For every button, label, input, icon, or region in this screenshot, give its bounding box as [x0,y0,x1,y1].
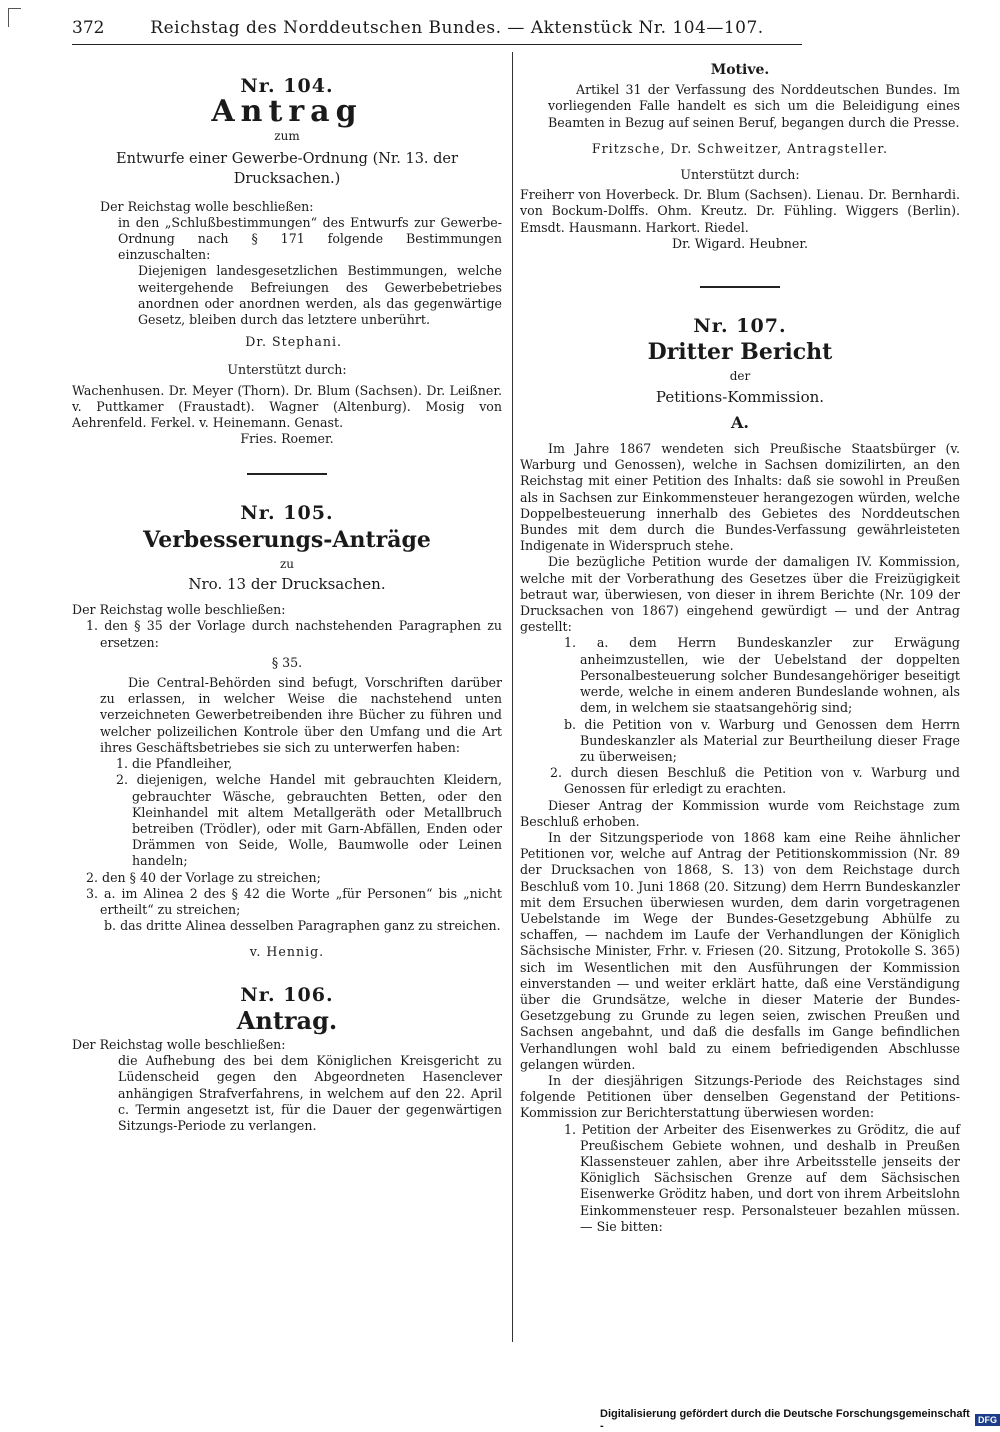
nr107-subtitle: Petitions-Kommission. [655,387,825,406]
section-nr104 [72,75,502,475]
divider-104 [247,473,327,475]
page-header [72,18,802,44]
nr105-signature: v. Hennig. [249,944,325,960]
nr104-intro: Der Reichstag wolle beschließen: [100,198,314,214]
nr105-title: Verbesserungs-Anträge [143,526,431,553]
nr104-signature: Dr. Stephani. [245,334,342,350]
nr107-item5: 1. Petition der Arbeiter des Eisenwerkes zu Gröditz, die auf Preußischem Gebiete wohnen, und deshalb in Preußen Klassensteuer zahlen, aber ihre Arbeitsstelle jenseits der Königlich Sächsischen Grenze auf dem Sächsischen Eisenwerke Gröditz haben, und dort von ihrem Arbeitslohn Einkommensteuer resp. Personalsteuer bezahlen müssen. — Sie bitten: [564,1121,960,1234]
motive-body: Artikel 31 der Verfassung des Norddeutschen Bundes. Im vorliegenden Falle handelt es sich um die Beleidigung eines Beamten in Bezug auf seinen Beruf, begangen durch die Presse. [548,82,960,130]
nr107-der: der [729,369,751,384]
nr106-number: Nr. 106. [240,983,334,1006]
nr106-body: die Aufhebung des bei dem Königlichen Kreisgericht zu Lüdenscheid gegen den Abgeordneten Hasenclever anhängigen Strafverfahrens, in welchem auf den 22. April c. Termin angesetzt ist, für die Dauer der gegenwärtigen Sitzungs-Periode zu verlangen. [118,1053,502,1133]
nr105-subtitle: Nro. 13 der Drucksachen. [188,575,386,594]
nr105-item3a: 3. a. im Alinea 2 des § 42 die Worte „für Personen“ bis „nicht ertheilt“ zu streichen; [86,885,502,917]
nr107-p4: In der Sitzungsperiode von 1868 kam eine Reihe ähnlicher Petitionen vor, welche auf Antrag der Petitionskommission (Nr. 89 der Drucksachen von 1868, S. 13) von dem Reichstage durch Beschluß vom 10. Juni 1868 (20. Sitzung) dem Herrn Bundeskanzler mit dem Ersuchen überwiesen wurden, dem darin vorgetragenen Uebelstande im Wege der Bundes-Gesetzgebung Abhülfe zu schaffen, — nachdem im Laufe der Verhandlungen der Königlich Sächsische Minister, Frhr. v. Friesen (20. Sitzung, Protokolle S. 365) sich im Wesentlichen mit den Ausführungen der Kommission einverstanden — und weiter erklärt hatte, daß eine Verständigung über die Grundsätze, welche in dieser Materie der Bundes-Gesetzgebung zu Grunde zu legen seien, zwischen Preußen und Sachsen angebahnt, und daß die desfalls im Gange befindlichen Verhandlungen wohl bald zu einem befriedigenden Abschlusse gelangen würden. [520,829,960,1072]
motive-supported-by: Unterstützt durch: [680,167,800,183]
nr105-item2: 2. den § 40 der Vorlage zu streichen; [86,869,321,885]
left-column [72,52,502,1134]
nr107-p3: Dieser Antrag der Kommission wurde vom Reichstage zum Beschluß erhoben. [520,797,960,829]
section-nr107 [520,315,960,1235]
motive-signature: Fritzsche, Dr. Schweitzer, Antragsteller. [591,140,889,156]
nr107-number: Nr. 107. [693,315,787,338]
nr104-body1: in den „Schlußbestimmungen“ des Entwurfs zur Gewerbe-Ordnung nach § 171 folgende Bestimmungen einzuschalten: [118,214,502,263]
nr107-item1a: 1. a. dem Herrn Bundeskanzler zur Erwägung anheimzustellen, wie der Uebelstand der doppelten Personalbesteuerung solcher Bundesangehöriger beseitigt werde, welche in einem anderen Bundeslande wohnen, als dem, in welchem sie staatsangehörig sind; [564,635,960,716]
nr104-number: Nr. 104. [240,75,334,97]
nr107-p1: Im Jahre 1867 wendeten sich Preußische Staatsbürger (v. Warburg und Genossen), welche in Sachsen domizilirten, an den Reichstag mit einer Petition des Inhalts: daß sie sowohl in Preußen als in Sachsen zur Einkommensteuer herangezogen würden, welche Doppelbesteuerung innerhalb des Gebietes des Norddeutschen Bundes mit dem durch die Bundes-Verfassung gewährleisteten Indigenate in Widerspruch stehe. [520,441,960,554]
nr107-title: Dritter Bericht [647,339,833,366]
nr107-item1b: b. die Petition von v. Warburg und Genossen dem Herrn Bundeskanzler als Material zur Beurtheilung dieser Frage zu überweisen; [564,716,960,764]
section-motive [520,62,960,288]
nr105-para-text: Die Central-Behörden sind befugt, Vorschriften darüber zu erlassen, in welcher Weise die nachstehend unten verzeichneten Gewerbetreibenden ihre Bücher zu führen und welcher polizeilichen Kontrole über den Umfang und die Art ihres Geschäftsbetriebes sie sich zu unterwerfen haben: [100,675,502,755]
divider-motive [700,286,780,288]
dfg-logo: DFG [975,1414,1000,1426]
nr104-zum: zum [274,129,300,144]
motive-heading: Motive. [710,62,770,78]
nr105-number: Nr. 105. [240,502,334,525]
digitization-footer [600,1408,1000,1432]
corner-mark [8,8,21,27]
nr105-item1: 1. den § 35 der Vorlage durch nachstehenden Paragraphen zu ersetzen: [86,618,502,650]
column-rule [512,52,513,1342]
nr105-sub2: 2. diejenigen, welche Handel mit gebrauchten Kleidern, gebrauchter Wäsche, gebrauchten Betten, oder den Kleinhandel mit altem Metallgeräth oder Metallbruch betreiben (Trödler), oder mit Garn-Abfällen, Enden oder Drämmen von Seide, Wolle, Baumwolle oder Leinen handeln; [116,772,502,869]
nr104-supporters-last: Fries. Roemer. [240,431,334,447]
nr107-p5: In der diesjährigen Sitzungs-Periode des Reichstages sind folgende Petitionen über denselben Gegenstand der Petitions-Kommission zur Berichterstattung überwiesen worden: [520,1072,960,1121]
nr105-zu: zu [279,556,295,571]
motive-supporters: Freiherr von Hoverbeck. Dr. Blum (Sachsen). Lienau. Dr. Bernhardi. von Bockum-Dolffs. Ohm. Kreutz. Dr. Fühling. Wiggers (Berlin). Emsdt. Hausmann. Harkort. Riedel. [520,187,960,235]
running-title: Reichstag des Norddeutschen Bundes. — Aktenstück Nr. 104—107. [150,18,764,38]
header-rule [72,44,802,45]
nr105-sub1: 1. die Pfandleiher, [116,756,233,772]
nr107-p2: Die bezügliche Petition wurde der damaligen IV. Kommission, welche mit der Vorberathung des Gesetzes über die Freizügigkeit betraut war, überwiesen, von dieser in ihrem Berichte (Nr. 109 der Drucksachen von 1867) eingehend gewürdigt — und der Antrag gestellt: [520,554,960,635]
motive-supporters-last: Dr. Wigard. Heubner. [672,235,808,251]
right-column [520,52,960,1235]
nr105-para-heading: § 35. [271,654,303,670]
nr104-subtitle: Entwurfe einer Gewerbe-Ordnung (Nr. 13. der Drucksachen.) [116,150,458,187]
page-number: 372 [72,18,105,38]
nr105-item3b: b. das dritte Alinea desselben Paragraphen ganz zu streichen. [104,918,501,934]
nr104-title: Antrag [211,94,363,130]
nr106-title: Antrag. [236,1005,338,1035]
nr106-intro: Der Reichstag wolle beschließen: [72,1036,286,1052]
footer-text: Digitalisierung gefördert durch die Deutsche Forschungsgemeinschaft - [600,1408,970,1432]
nr104-supporters: Wachenhusen. Dr. Meyer (Thorn). Dr. Blum (Sachsen). Dr. Leißner. v. Puttkamer (Fraustadt). Wagner (Altenburg). Mosig von Aehrenfeld. Ferkel. v. Heinemann. Genast. [72,382,502,431]
nr105-intro: Der Reichstag wolle beschließen: [72,602,286,618]
nr104-body2: Diejenigen landesgesetzlichen Bestimmungen, welche weitergehende Befreiungen des Gewerbebetriebes anordnen oder anordnen werden, als das gegenwärtige Gesetz, bleiben durch das letztere unberührt. [138,263,502,328]
section-nr106 [72,983,502,1135]
nr107-section-a: A. [731,412,749,432]
nr107-item2: 2. durch diesen Beschluß die Petition von v. Warburg und Genossen für erledigt zu erachten. [550,765,960,797]
nr104-supported-by: Unterstützt durch: [227,362,347,378]
section-nr105 [72,502,502,960]
